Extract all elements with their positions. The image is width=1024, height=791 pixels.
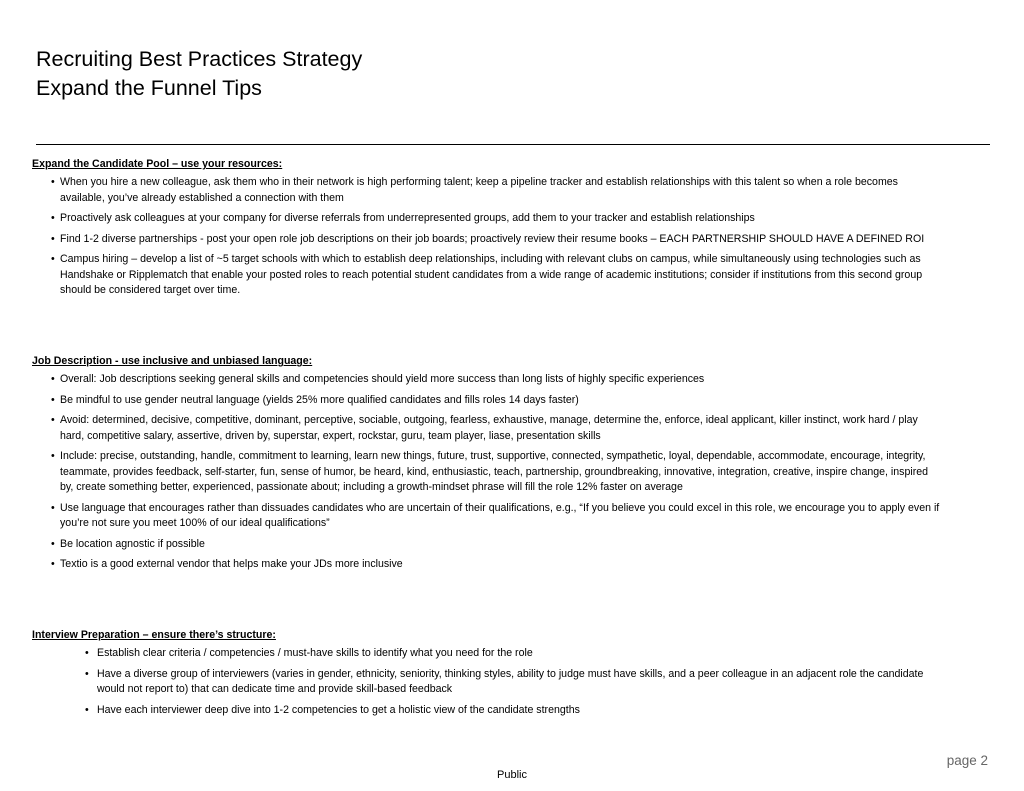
- title-line-1: Recruiting Best Practices Strategy: [36, 47, 363, 71]
- list-item: • Have each interviewer deep dive into 1-2 competencies to get a holistic view of the candidate strengths: [32, 703, 942, 719]
- classification-footer: Public: [497, 769, 527, 781]
- list-item: • Establish clear criteria / competencies / must-have skills to identify what you need for the role: [32, 646, 942, 662]
- bullet-icon: •: [85, 647, 89, 659]
- list-item: • Avoid: determined, decisive, competitive, dominant, perceptive, sociable, outgoing, fearless, exhaustive, manage, determine the, enforce, ideal applicant, killer instinct, work hard / play hard, competitive salary, assertive, driven by, superstar, expert, rockstar, guru, team player, liase, presentation skills: [51, 414, 918, 442]
- section-heading: Interview Preparation – ensure there’s structure:: [32, 629, 276, 641]
- bullet-icon: •: [51, 373, 55, 385]
- bullet-icon: •: [51, 537, 55, 550]
- list-item: • Proactively ask colleagues at your company for diverse referrals from underrepresented groups, add them to your tracker and establish relationships: [32, 211, 942, 227]
- list-item: • Be location agnostic if possible: [32, 537, 942, 553]
- list-item: • Find 1-2 diverse partnerships - post your open role job descriptions on their job boards; proactively review their resume books – EACH PARTNERSHIP SHOULD HAVE A DEFINED ROI: [32, 232, 942, 248]
- bullet-list: [32, 646, 942, 718]
- title-line-2: Expand the Funnel Tips: [36, 76, 262, 100]
- section-job-description: [32, 354, 942, 578]
- section-heading: Expand the Candidate Pool – use your resources:: [32, 158, 283, 170]
- list-item: • Have a diverse group of interviewers (varies in gender, ethnicity, seniority, thinking styles, ability to judge must have skills, and a peer colleague in an adjacent role the candidate would not report to) that can dedicate time and provide skill-based feedback: [85, 667, 924, 695]
- bullet-icon: •: [51, 253, 55, 265]
- bullet-list: [32, 175, 942, 299]
- list-item: • Include: precise, outstanding, handle, commitment to learning, learn new things, future, trust, supportive, connected, sympathetic, loyal, dependable, accommodate, encourage, integrity, teammate, provides feedback, self-starter, fun, sense of humor, be heard, kind, enthusiastic, teach, partnership, groundbreaking, innovative, integration, creative, inspire change, inspired by, create something better, experienced, passionate about; including a growth-mindset phrase will fill the role 12% faster on average: [51, 450, 929, 493]
- bullet-icon: •: [51, 501, 55, 514]
- list-item: • Campus hiring – develop a list of ~5 target schools with which to establish deep relationships, including with relevant clubs on campus, while simultaneously using technologies such as Handshake or Ripplematch that enable your posted roles to reach potential student candidates from a wide range of academic institutions; consider if institutions from this second group should be considered target over time.: [51, 253, 923, 296]
- bullet-list: [32, 372, 942, 573]
- bullet-icon: •: [51, 176, 55, 188]
- section-interview-preparation: [32, 628, 942, 723]
- bullet-icon: •: [51, 393, 55, 406]
- page-number: page 2: [946, 753, 988, 768]
- bullet-icon: •: [51, 414, 55, 426]
- section-candidate-pool: [32, 157, 942, 304]
- page-title: [36, 45, 362, 103]
- bullet-icon: •: [85, 703, 89, 716]
- bullet-icon: •: [51, 558, 55, 570]
- section-heading: Job Description - use inclusive and unbiased language:: [32, 355, 313, 367]
- list-item: • Be mindful to use gender neutral language (yields 25% more qualified candidates and fills roles 14 days faster): [32, 393, 942, 409]
- bullet-icon: •: [51, 450, 55, 462]
- list-item: • Use language that encourages rather than dissuades candidates who are uncertain of their qualifications, e.g., “If you believe you could excel in this role, we encourage you to apply even if you’re not sure you meet 100% of our ideal qualifications”: [51, 501, 940, 529]
- list-item: • Textio is a good external vendor that helps make your JDs more inclusive: [32, 557, 942, 573]
- list-item: • Overall: Job descriptions seeking general skills and competencies should yield more success than long lists of highly specific experiences: [32, 372, 942, 388]
- bullet-icon: •: [85, 667, 89, 680]
- title-divider: [36, 144, 990, 145]
- list-item: • When you hire a new colleague, ask them who in their network is high performing talent; keep a pipeline tracker and establish relationships with this talent so when a role becomes available, you’ve already established a connection with them: [51, 176, 898, 204]
- bullet-icon: •: [51, 212, 55, 224]
- bullet-icon: •: [51, 232, 55, 245]
